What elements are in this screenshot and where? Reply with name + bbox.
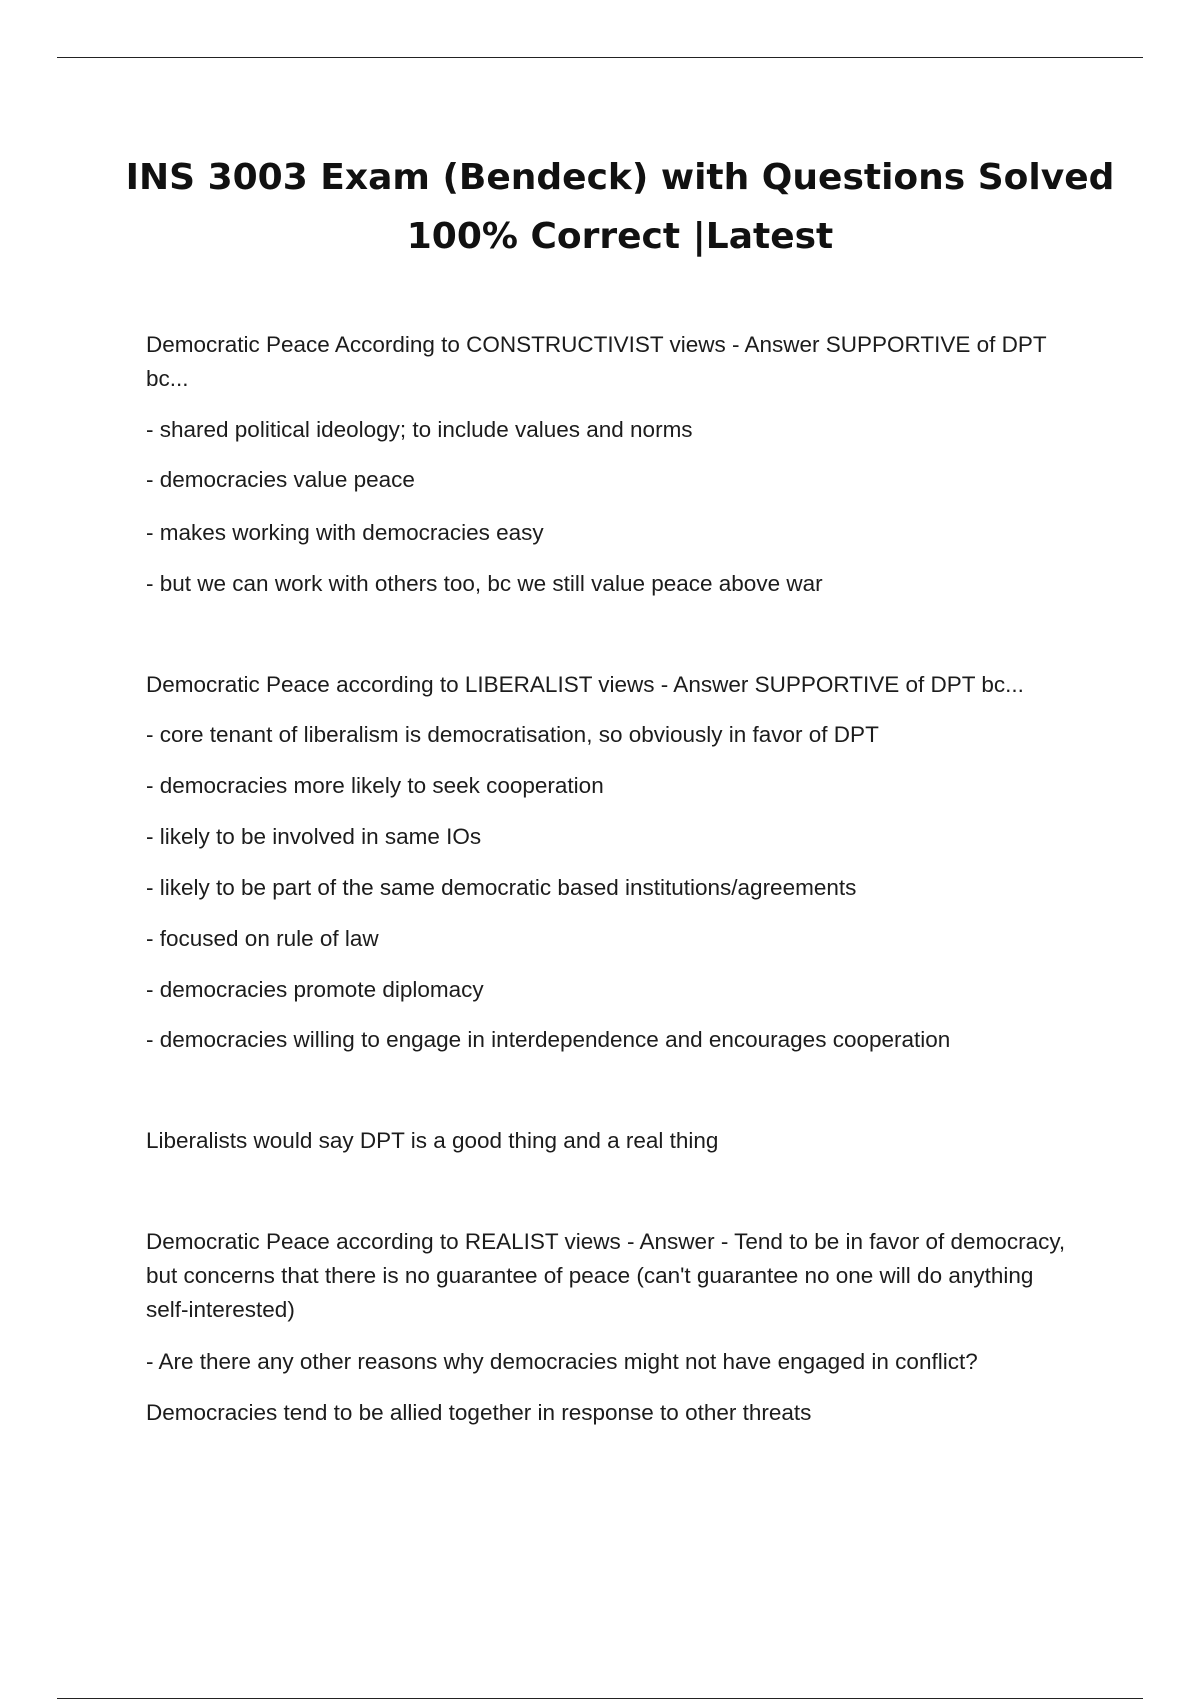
answer-point: - shared political ideology; to include values and norms [146,417,693,442]
answer-point: - democracies willing to engage in interdependence and encourages cooperation [146,1027,951,1052]
answer-point: - democracies value peace [146,467,415,492]
footer-rule [57,1698,1143,1699]
question-realist: Democratic Peace according to REALIST views - Answer - Tend to be in favor of democracy, but concerns that there is no guarantee of peace (can't guarantee no one will do anything self-interested) [146,1229,1066,1322]
answer-point: Democracies tend to be allied together in response to other threats [146,1400,812,1425]
answer-point: - democracies more likely to seek cooperation [146,773,604,798]
answer-point: - democracies promote diplomacy [146,977,484,1002]
question-constructivist: Democratic Peace According to CONSTRUCTIVIST views - Answer SUPPORTIVE of DPT bc... [146,332,1047,391]
answer-point: - makes working with democracies easy [146,520,544,545]
question-liberalist: Democratic Peace according to LIBERALIST views - Answer SUPPORTIVE of DPT bc... [146,672,1024,697]
title-line-1: INS 3003 Exam (Bendeck) with Questions Solved [125,157,1115,198]
answer-point: - likely to be involved in same IOs [146,824,482,849]
document-title [100,148,1140,266]
answer-point: - but we can work with others too, bc we still value peace above war [146,571,823,596]
header-rule [57,57,1143,58]
answer-point: - likely to be part of the same democratic based institutions/agreements [146,875,857,900]
title-line-2: 100% Correct |Latest [406,216,834,257]
answer-point: - core tenant of liberalism is democratisation, so obviously in favor of DPT [146,722,879,747]
answer-point: - Are there any other reasons why democracies might not have engaged in conflict? [146,1349,978,1374]
liberalist-statement: Liberalists would say DPT is a good thing and a real thing [146,1128,719,1153]
answer-point: - focused on rule of law [146,926,379,951]
